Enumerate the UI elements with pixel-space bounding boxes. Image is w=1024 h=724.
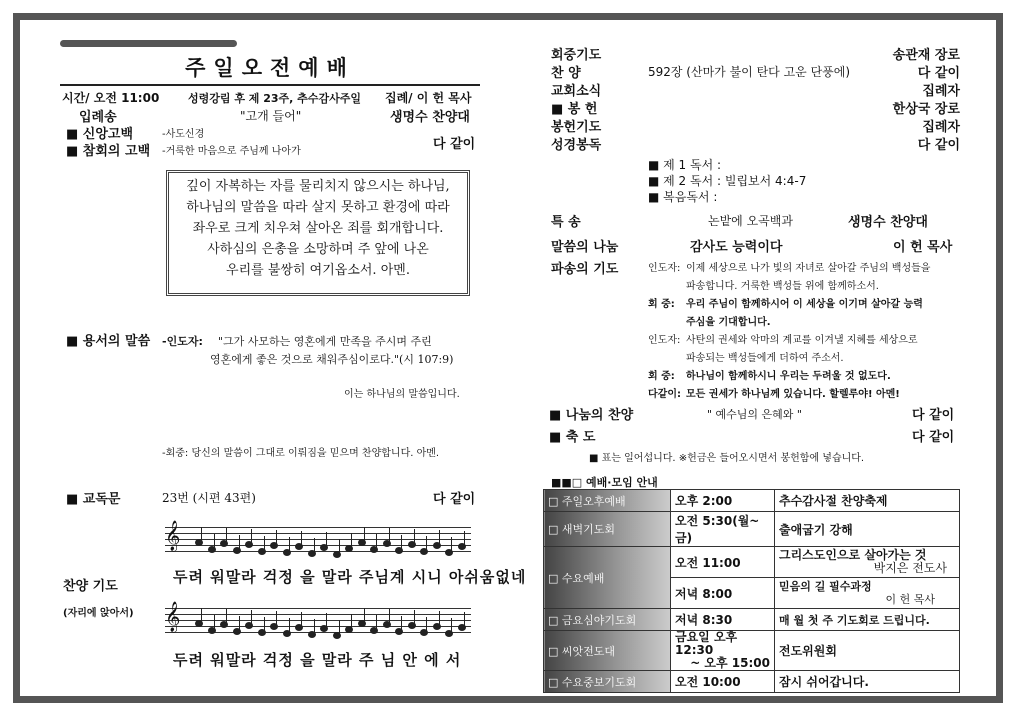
note-stem	[464, 531, 465, 545]
note-stem	[326, 613, 327, 627]
note-stem	[389, 609, 390, 623]
sending-speaker: 회 중:	[648, 299, 675, 310]
note-stem	[226, 609, 227, 623]
schedule-label: □ 주일오후예배	[544, 490, 671, 512]
schedule-time: 저녁 8:00	[671, 578, 775, 609]
note-stem	[389, 528, 390, 542]
note-stem	[226, 528, 227, 542]
service-item-leader: 다 같이	[917, 66, 960, 81]
note-stem	[364, 527, 365, 541]
note-stem	[451, 537, 452, 551]
sending-text: 모든 권세가 하나님께 있습니다. 할렐루야! 아멘!	[686, 389, 900, 400]
schedule-time-line: ~ 오후 15:00	[690, 656, 770, 670]
prayer-line: 우리를 불쌍히 여기옵소서. 아멘.	[226, 263, 410, 278]
note-stem	[201, 527, 202, 541]
sermon-preacher: 이 헌 목사	[893, 240, 953, 255]
table-row	[544, 512, 960, 547]
schedule-table	[543, 489, 960, 693]
note-stem	[414, 529, 415, 543]
note-stem	[439, 530, 440, 544]
sending-text: 사탄의 권세와 악마의 계교를 이겨낼 지혜를 세상으로	[686, 335, 918, 346]
schedule-time: 오후 2:00	[671, 490, 775, 512]
sermon-label: 말씀의 나눔	[551, 240, 619, 255]
table-row	[544, 671, 960, 693]
schedule-desc: 전도위원회	[775, 631, 960, 671]
note-stem	[264, 536, 265, 550]
schedule-time	[671, 631, 775, 671]
schedule-desc	[775, 547, 960, 578]
sung-prayer-label: 찬양 기도	[63, 579, 118, 594]
page-title: 주일오전예배	[185, 56, 355, 80]
special-song-performer: 생명수 찬양대	[848, 215, 928, 230]
note-stem	[351, 533, 352, 547]
entrance-hymn: "고개 들어"	[240, 109, 302, 123]
schedule-desc-line: 이 헌 목사	[885, 593, 935, 606]
service-item-leader: 집례자	[922, 120, 960, 135]
note-stem	[301, 612, 302, 626]
sending-text: 이제 세상으로 나가 빛의 자녀로 살아갈 주님의 백성들을	[686, 263, 931, 274]
creed-desc: -사도신경	[162, 129, 205, 140]
reading-1: ■ 제 1 독서 :	[648, 158, 722, 172]
schedule-desc: 잠시 쉬어갑니다.	[775, 671, 960, 693]
note-stem	[426, 536, 427, 550]
schedule-desc: 출애굽기 강해	[775, 512, 960, 547]
liturgical-sunday: 성령강림 후 제 23주, 추수감사주일	[188, 92, 361, 105]
table-row	[544, 547, 960, 578]
sending-speaker: 인도자:	[648, 335, 681, 346]
service-item-label: 봉헌기도	[551, 120, 602, 135]
entrance-label: 입례송	[79, 110, 117, 125]
table-row	[544, 631, 960, 671]
note-stem	[439, 611, 440, 625]
table-row	[544, 490, 960, 512]
confession-desc: -거룩한 마음으로 주님께 나아가	[162, 146, 301, 157]
service-item-leader: 한상국 장로	[892, 102, 960, 117]
note-stem	[201, 608, 202, 622]
notice: ■ 표는 일어섭니다. ※헌금은 들어오시면서 봉헌함에 넣습니다.	[589, 453, 865, 464]
confession-label: ■ 참회의 고백	[66, 144, 151, 159]
treble-clef-icon: 𝄞	[165, 521, 181, 551]
sending-text: 우리 주님이 함께하시어 이 세상을 이기며 살아갈 능력	[686, 299, 923, 310]
sending-text: 하나님이 함께하시니 우리는 두려울 것 없도다.	[686, 371, 891, 382]
prayer-line: 깊이 자복하는 자를 물리치지 않으시는 하나님,	[186, 179, 450, 194]
schedule-time-line: 금요일 오후 12:30	[675, 630, 738, 657]
schedule-label: □ 새벽기도회	[544, 512, 671, 547]
schedule-time: 오전 5:30(월~금)	[671, 512, 775, 547]
note-stem	[276, 611, 277, 625]
blessing-together: 다 같이	[912, 430, 955, 445]
note-stem	[239, 535, 240, 549]
word-of-god: 이는 하나님의 말씀입니다.	[344, 389, 460, 400]
sending-speaker: 인도자:	[648, 263, 681, 274]
absolution-line-2: 영혼에게 좋은 것으로 채워주심이로다."(시 107:9)	[210, 353, 454, 366]
treble-clef-icon: 𝄞	[165, 602, 181, 632]
schedule-desc	[775, 578, 960, 609]
sharing-song: " 예수님의 은혜와 "	[707, 408, 802, 421]
sending-speaker: 다같이:	[648, 389, 681, 400]
note-stem	[376, 534, 377, 548]
note-stem	[464, 612, 465, 626]
note-stem	[276, 530, 277, 544]
sermon-title: 감사도 능력이다	[690, 240, 783, 255]
note-stem	[326, 532, 327, 546]
prayer-line: 하나님의 말씀을 따라 살지 못하고 환경에 따라	[186, 200, 450, 215]
sharing-together: 다 같이	[912, 408, 955, 423]
special-song-label: 특 송	[551, 215, 581, 230]
note-stem	[364, 608, 365, 622]
absolution-line-1: "그가 사모하는 영혼에게 만족을 주시며 주린	[218, 335, 432, 348]
schedule-label: □ 금요심야기도회	[544, 609, 671, 631]
schedule-desc: 매 월 첫 주 기도회로 드립니다.	[775, 609, 960, 631]
schedule-desc-line: 그리스도인으로 살아가는 것	[779, 548, 927, 562]
note-stem	[289, 537, 290, 551]
note-stem	[314, 538, 315, 552]
blessing-label: ■ 축 도	[549, 430, 596, 445]
absolution-label: ■ 용서의 말씀	[66, 334, 151, 349]
responsive-number: 23번 (시편 43편)	[162, 491, 256, 505]
reading-3: ■ 복음독서 :	[648, 190, 718, 204]
table-row	[544, 609, 960, 631]
decorative-bar	[60, 40, 237, 47]
schedule-label: □ 수요중보기도회	[544, 671, 671, 693]
leader-label: -인도자:	[162, 335, 203, 348]
note-stem	[251, 529, 252, 543]
service-item-label: 찬 양	[551, 66, 581, 81]
service-item-leader: 다 같이	[917, 138, 960, 153]
note-stem	[401, 616, 402, 630]
responsive-label: ■ 교독문	[66, 492, 121, 507]
schedule-time: 저녁 8:30	[671, 609, 775, 631]
sending-text: 주심을 기대합니다.	[686, 317, 771, 328]
prayer-line: 좌우로 크게 치우쳐 살아온 죄를 회개합니다.	[192, 221, 444, 236]
schedule-time: 오전 11:00	[671, 547, 775, 578]
service-item-label: 성경봉독	[551, 138, 602, 153]
confession-prayer	[166, 176, 470, 281]
note-stem	[414, 610, 415, 624]
schedule-label: □ 수요예배	[544, 547, 671, 609]
service-item-label: ■ 봉 헌	[551, 102, 598, 117]
schedule-label: □ 씨앗전도대	[544, 631, 671, 671]
note-stem	[289, 618, 290, 632]
title-divider	[60, 84, 480, 86]
service-item-detail: 592장 (산마가 불이 탄다 고운 단풍에)	[648, 65, 851, 79]
schedule-desc-line: 박지은 전도사	[873, 561, 947, 575]
schedule-desc-line: 믿음의 길 필수과정	[779, 580, 872, 593]
entrance-performer: 생명수 찬양대	[390, 110, 470, 125]
creed-label: ■ 신앙고백	[66, 127, 134, 142]
note-stem	[376, 615, 377, 629]
sharing-label: ■ 나눔의 찬양	[549, 408, 634, 423]
lyrics-line-2: 두려 워말라 걱정 을 말라 주 님 안 에 서	[173, 651, 462, 669]
schedule-title: ■■□ 예배·모임 안내	[551, 476, 658, 489]
note-stem	[251, 610, 252, 624]
note-stem	[214, 534, 215, 548]
responsive-together: 다 같이	[433, 492, 476, 507]
note-stem	[264, 617, 265, 631]
schedule-desc: 추수감사절 찬양축제	[775, 490, 960, 512]
note-stem	[339, 539, 340, 553]
note-stem	[314, 619, 315, 633]
note-stem	[351, 614, 352, 628]
service-item-label: 회중기도	[551, 48, 602, 63]
note-stem	[239, 616, 240, 630]
note-stem	[301, 531, 302, 545]
sending-speaker: 회 중:	[648, 371, 675, 382]
service-time: 시간/ 오전 11:00	[62, 91, 160, 105]
officiant: 집례/ 이 헌 목사	[385, 91, 472, 105]
confession-together: 다 같이	[433, 137, 476, 152]
sending-text: 파송되는 백성들에게 더하여 주소서.	[686, 353, 844, 364]
reading-2: ■ 제 2 독서 : 빌립보서 4:4-7	[648, 174, 807, 188]
note-stem	[401, 535, 402, 549]
special-song-title: 논밭에 오곡백과	[708, 214, 793, 228]
service-item-leader: 송관재 장로	[892, 48, 960, 63]
service-item-label: 교회소식	[551, 84, 602, 99]
note-stem	[451, 618, 452, 632]
seated-note: (자리에 앉아서)	[63, 608, 134, 619]
prayer-line: 사하심의 은총을 소망하며 주 앞에 나온	[207, 242, 429, 257]
congregation-response: -회중: 당신의 말씀이 그대로 이뤄짐을 믿으며 찬양합니다. 아멘.	[162, 448, 440, 459]
service-item-leader: 집례자	[922, 84, 960, 99]
note-stem	[426, 617, 427, 631]
schedule-time: 오전 10:00	[671, 671, 775, 693]
note-stem	[339, 620, 340, 634]
sending-text: 파송합니다. 거룩한 백성들 위에 함께하소서.	[686, 281, 879, 292]
lyrics-line-1: 두려 워말라 걱정 을 말라 주님계 시니 아쉬움없네	[173, 568, 527, 586]
note-stem	[214, 615, 215, 629]
sending-label: 파송의 기도	[551, 262, 619, 277]
